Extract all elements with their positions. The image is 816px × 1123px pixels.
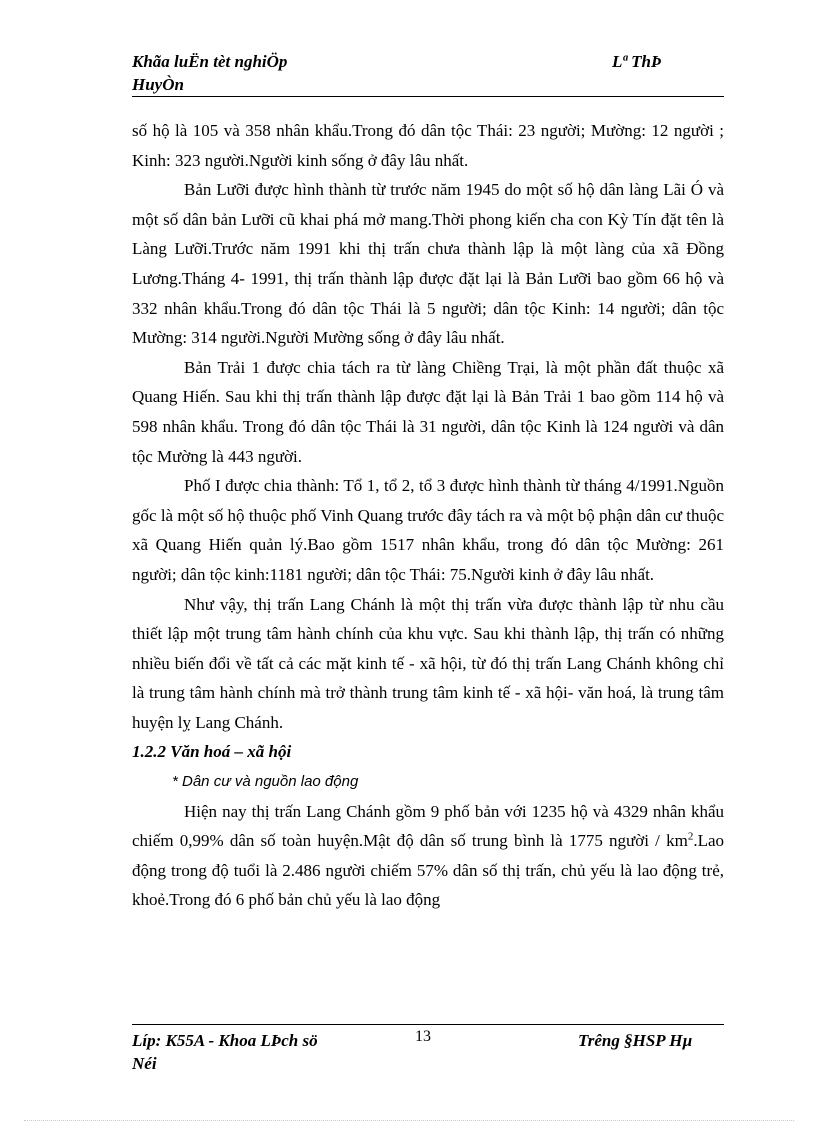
page-boundary-divider <box>24 1120 794 1121</box>
paragraph-ban-trai: Bản Trải 1 được chia tách ra từ làng Chiềng Trại, là một phần đất thuộc xã Quang Hiến. Sau khi thị trấn thành lập được đặt lại là Bản Trải 1 bao gồm 114 hộ và 598 nhân khẩu. Trong đó dân tộc Thái là 31 người, dân tộc Kinh là 124 người và dân tộc Mường là 443 người. <box>132 357 724 466</box>
paragraph-continued: số hộ là 105 và 358 nhân khẩu.Trong đó dân tộc Thái: 23 người; Mường: 12 người ; Kinh: 323 người.Người kinh sống ở đây lâu nhất. <box>132 121 724 170</box>
header-thesis-label: Khãa luËn tèt nghiÖp <box>132 52 288 71</box>
footer-class <box>132 1029 372 1075</box>
population-text-end: .Lao động trong độ tuổi là 2.486 người chiếm 57% dân số thị trấn, chủ yếu là lao động trẻ, khoẻ.Trong đó 6 phố bản chủ yếu là lao động <box>132 831 724 910</box>
superscript: 2 <box>687 830 694 843</box>
footer-class-label: Líp: K55A - Khoa LÞch sö <box>132 1031 318 1050</box>
header-author: Lª ThÞ <box>612 52 662 71</box>
paragraph-population <box>132 797 724 915</box>
section-heading: 1.2.2 Văn hoá – xã hội <box>132 742 292 762</box>
paragraph-ban-luoi: Bản Lưỡi được hình thành từ trước năm 1945 do một số hộ dân làng Lãi Ó và một số dân bản Lưỡi cũ khai phá mở mang.Thời phong kiến cha con Kỳ Tín đặt tên là Làng Lưỡi.Trước năm 1991 khi thị trấn chưa thành lập là một làng của xã Đồng Lương.Tháng 4- 1991, thị trấn thành lập được đặt lại là Bản Lưỡi bao gồm 66 hộ và 332 nhân khẩu.Trong đó dân tộc Thái là 5 người; dân tộc Kinh: 14 người; dân tộc Mường: 314 người.Người Mường sống ở đây lâu nhất. <box>132 180 724 348</box>
page-footer <box>132 1024 724 1077</box>
population-text-start: Hiện nay thị trấn Lang Chánh gồm 9 phố bản với 1235 hộ và 4329 nhân khẩu chiếm 0,99% dân số toàn huyện.Mật độ dân số trung bình là 1775 người / km <box>132 801 724 851</box>
page-body <box>132 116 724 915</box>
footer-university: Trêng §HSP Hµ <box>578 1031 693 1050</box>
paragraph-summary: Như vậy, thị trấn Lang Chánh là một thị trấn vừa được thành lập từ nhu cầu thiết lập một trung tâm hành chính của khu vực. Sau khi thành lập, thị trấn có những nhiều biến đổi về tất cả các mặt kinh tế - xã hội, từ đó thị trấn Lang Chánh không chỉ là trung tâm hành chính mà trở thành trung tâm kinh tế - xã hội- văn hoá, là trung tâm huyện lỵ Lang Chánh. <box>132 594 724 732</box>
page-header <box>132 50 724 97</box>
paragraph-pho-1: Phố I được chia thành: Tổ 1, tổ 2, tổ 3 được hình thành từ tháng 4/1991.Nguồn gốc là một số hộ thuộc phố Vinh Quang trước đây tách ra và một bộ phận dân cư thuộc xã Quang Hiến quản lý.Bao gồm 1517 nhân khẩu, trong đó dân tộc Mường: 261 người; dân tộc kinh:1181 người; dân tộc Thái: 75.Người kinh ở đây lâu nhất. <box>132 476 724 584</box>
footer-class-wrap: Néi <box>132 1054 157 1073</box>
page-number: 13 <box>415 1028 431 1045</box>
subsection-heading: * Dân cư và nguồn lao động <box>172 773 359 791</box>
header-thesis-wrap: HuyÒn <box>132 75 184 94</box>
header-thesis-title <box>132 50 432 96</box>
